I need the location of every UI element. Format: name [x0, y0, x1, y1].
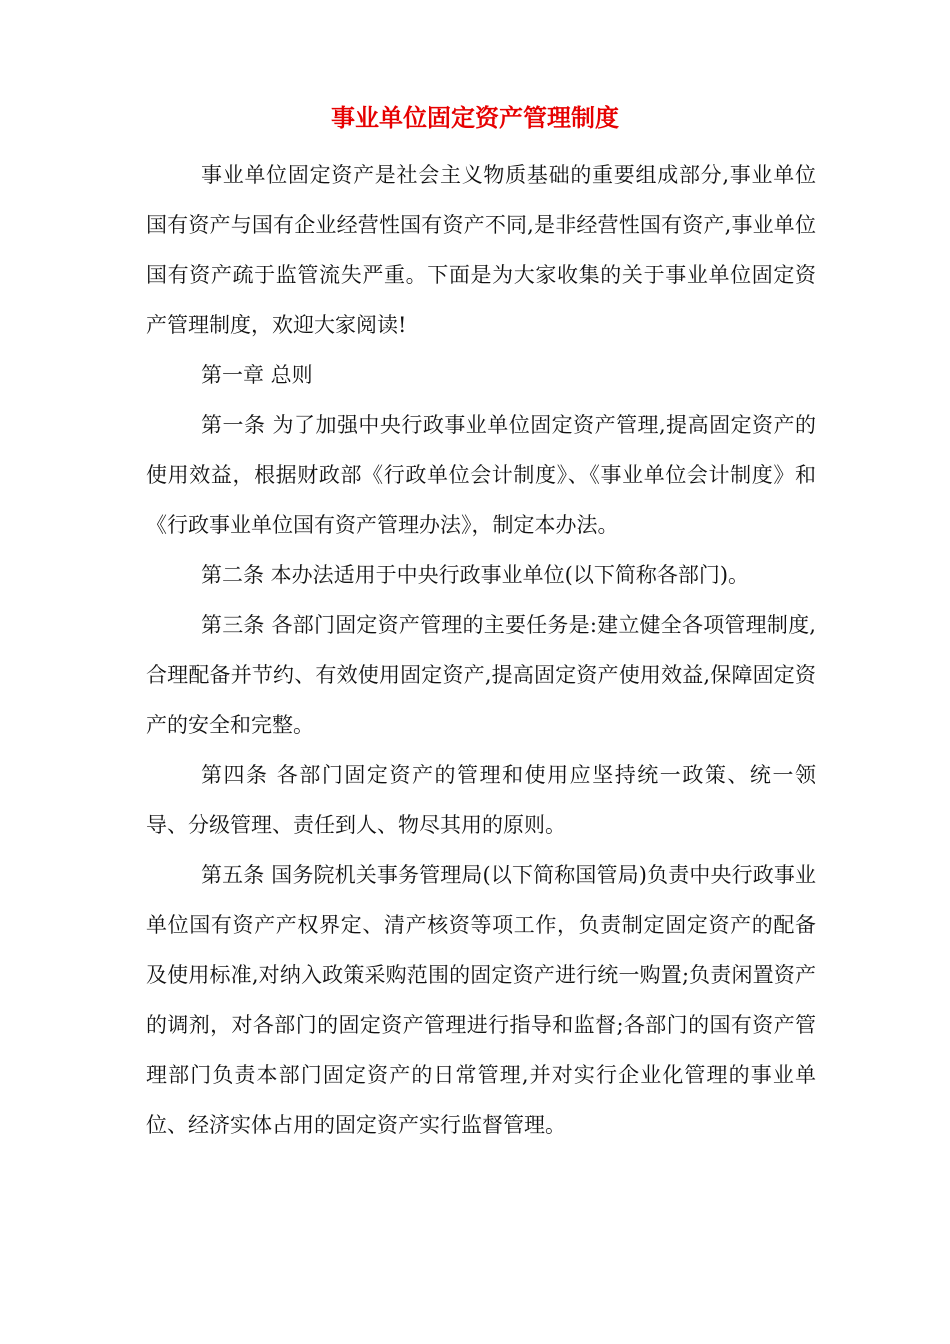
document-body — [146, 150, 816, 1150]
document-title: 事业单位固定资产管理制度 — [331, 104, 619, 132]
paragraph-intro: 事业单位固定资产是社会主义物质基础的重要组成部分,事业单位国有资产与国有企业经营性国有资产不同,是非经营性国有资产,事业单位国有资产疏于监管流失严重。下面是为大家收集的关于事业单位固定资产管理制度，欢迎大家阅读! — [146, 163, 816, 337]
paragraph-article-2: 第二条 本办法适用于中央行政事业单位(以下简称各部门)。 — [201, 563, 750, 587]
paragraph-article-4: 第四条 各部门固定资产的管理和使用应坚持统一政策、统一领导、分级管理、责任到人、物尽其用的原则。 — [146, 763, 816, 837]
paragraph-article-1: 第一条 为了加强中央行政事业单位固定资产管理,提高固定资产的使用效益，根据财政部《行政单位会计制度》、《事业单位会计制度》和《行政事业单位国有资产管理办法》，制定本办法。 — [146, 413, 816, 537]
paragraph-article-5: 第五条 国务院机关事务管理局(以下简称国管局)负责中央行政事业单位国有资产产权界定、清产核资等项工作，负责制定固定资产的配备及使用标准,对纳入政策采购范围的固定资产进行统一购置;负责闲置资产的调剂，对各部门的固定资产管理进行指导和监督;各部门的国有资产管理部门负责本部门固定资产的日常管理,并对实行企业化管理的事业单位、经济实体占用的固定资产实行监督管理。 — [146, 863, 816, 1137]
paragraph-article-3: 第三条 各部门固定资产管理的主要任务是:建立健全各项管理制度,合理配备并节约、有效使用固定资产,提高固定资产使用效益,保障固定资产的安全和完整。 — [146, 613, 816, 737]
paragraph-chapter-1: 第一章 总则 — [201, 363, 313, 387]
